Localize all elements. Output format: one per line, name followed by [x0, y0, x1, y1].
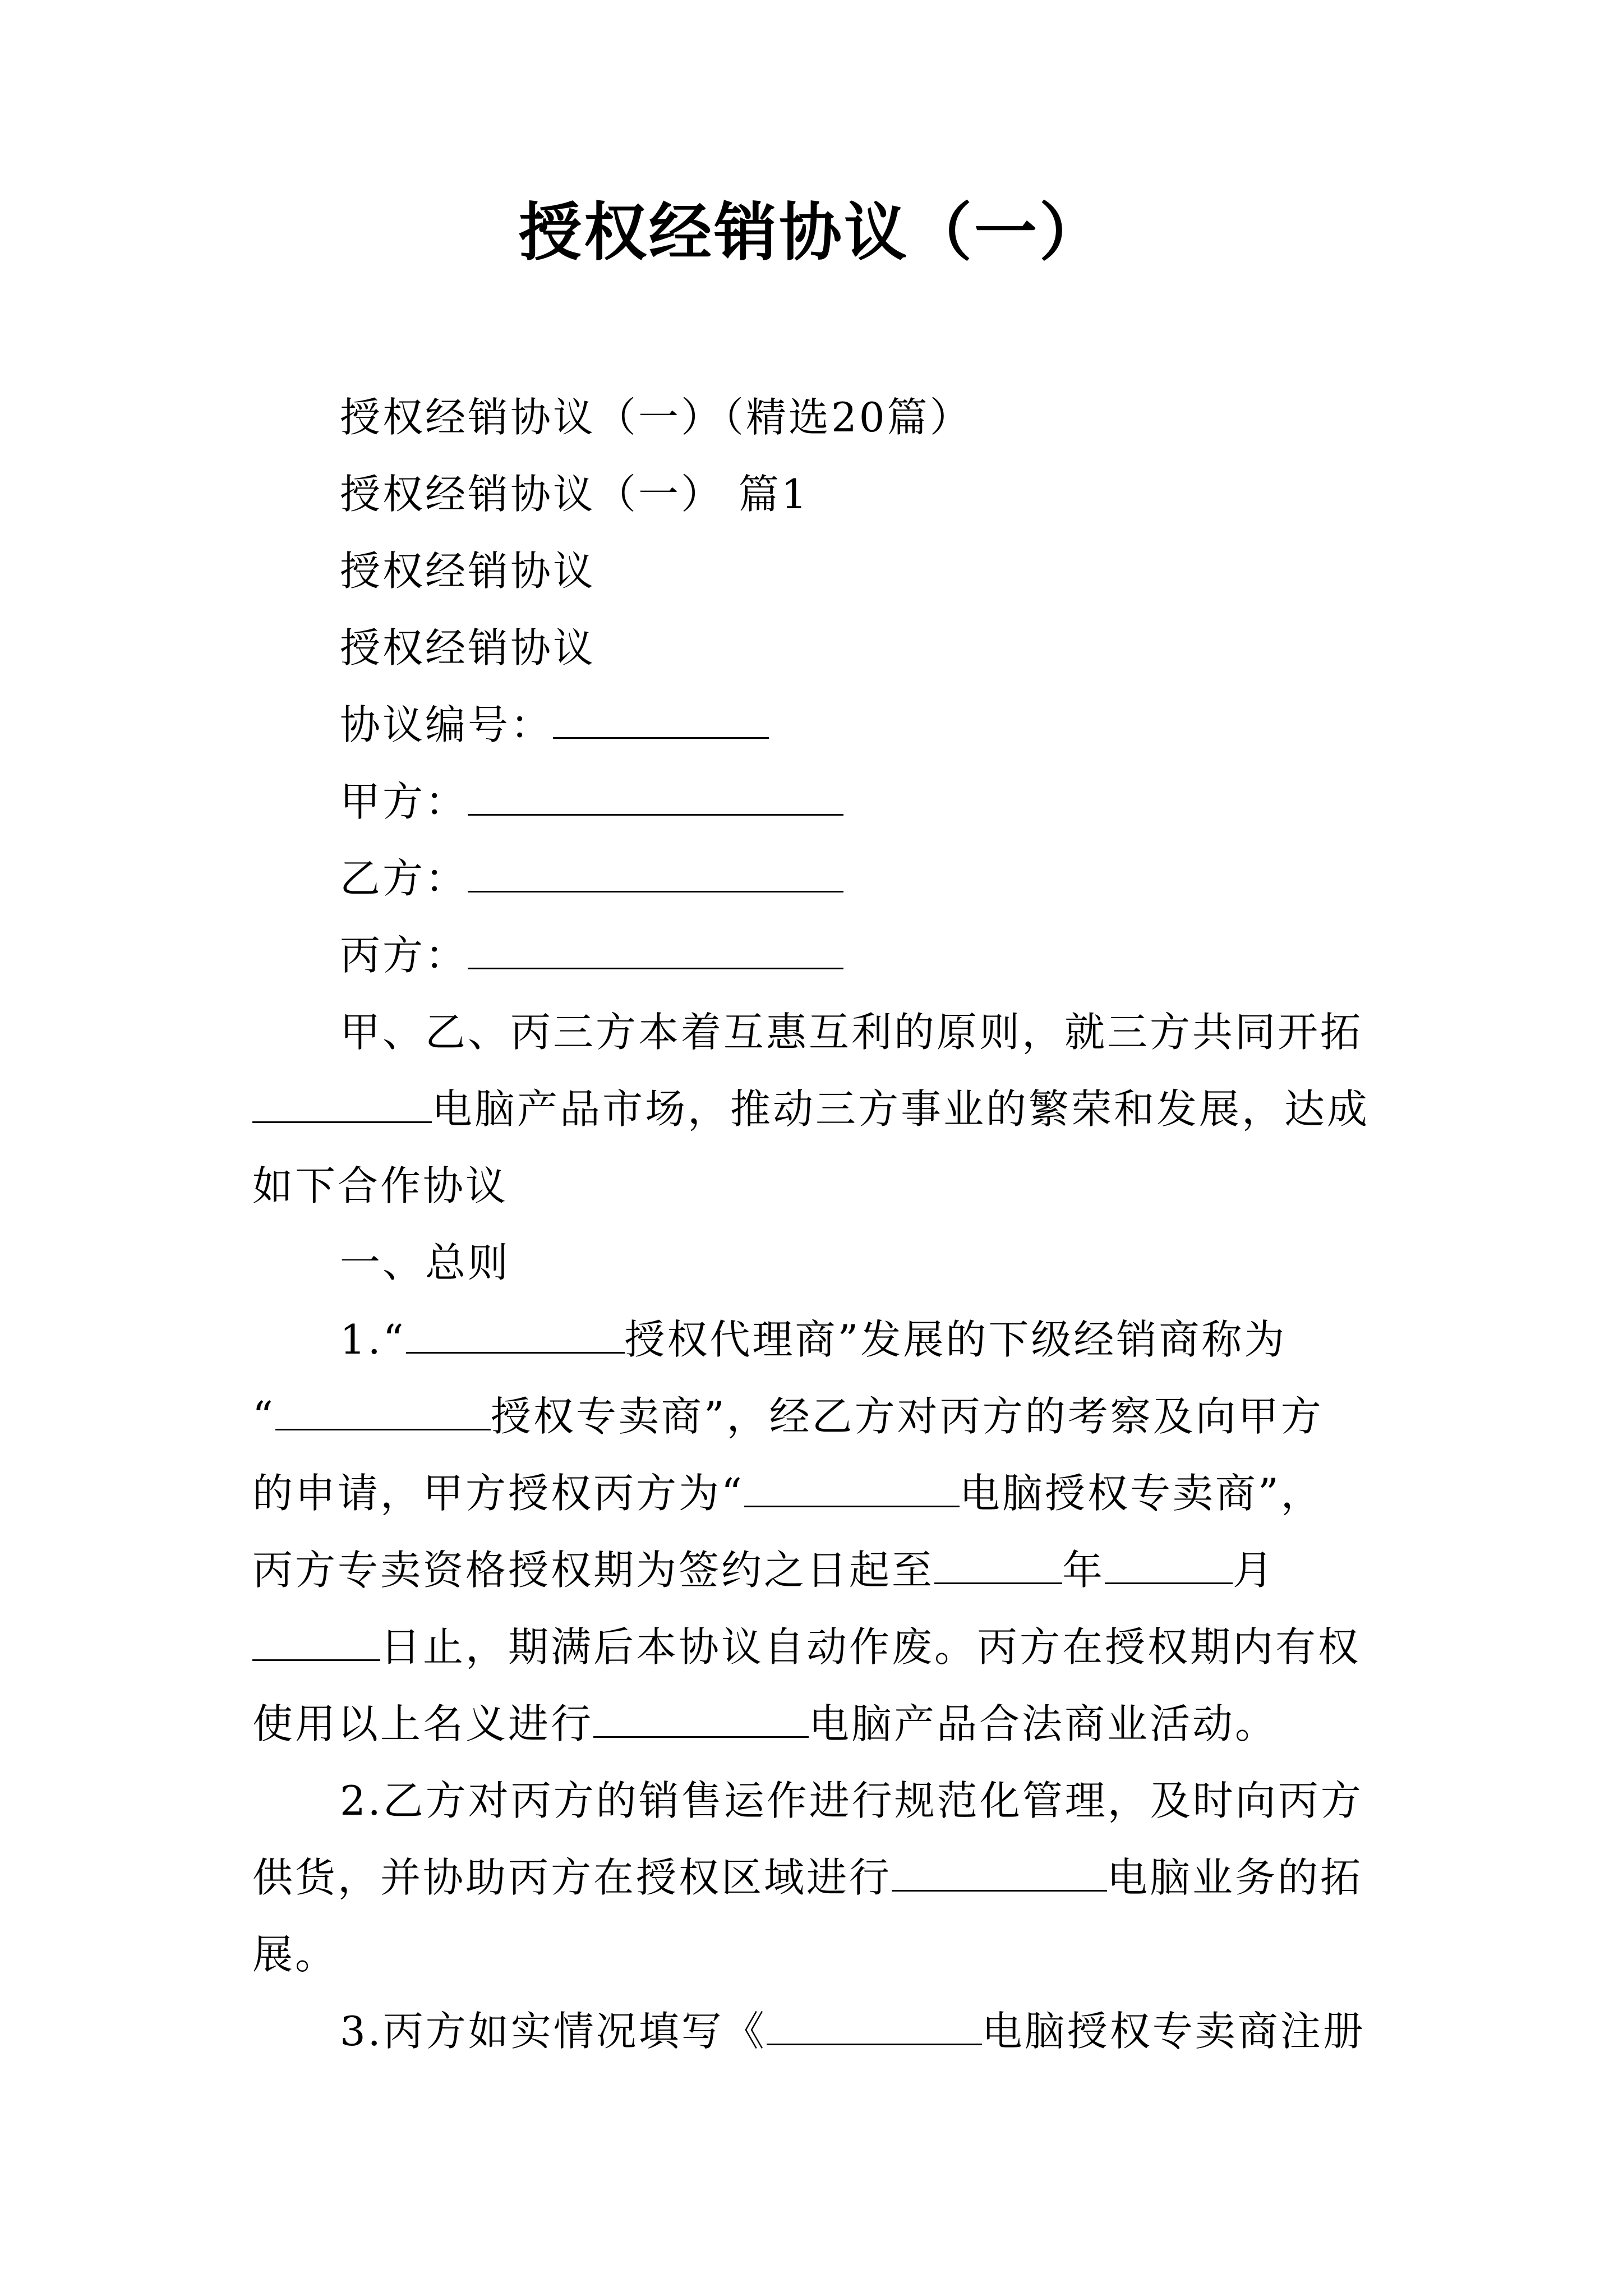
heading-line: 授权经销协议 [340, 624, 596, 671]
field-label: 协议编号： [340, 701, 554, 748]
fill-blank [468, 770, 843, 816]
fill-blank [1105, 1539, 1233, 1584]
document-title: 授权经销协议（一） [519, 196, 1104, 269]
clause-text: 电脑授权专卖商注册 [981, 2008, 1366, 2055]
party-c-field [252, 917, 1381, 994]
clause-text: 授权专卖商”，经乙方对丙方的考察及向甲方 [490, 1393, 1324, 1440]
fill-blank [275, 1385, 491, 1430]
subtitle-line: 授权经销协议（一）（精选20篇） [340, 394, 972, 441]
clause-text: 日止，期满后本协议自动作废。丙方在授权期内有权 [380, 1623, 1361, 1671]
clause-text: “ [252, 1393, 275, 1440]
clause-line [252, 1455, 1381, 1532]
fill-blank [252, 1078, 432, 1123]
clause-text: 丙方专卖资格授权期为签约之日起至 [252, 1547, 935, 1594]
clause-text: 1.“ [340, 1316, 406, 1363]
clause-text: 电脑产品合法商业活动。 [809, 1700, 1278, 1747]
clause-text: 使用以上名义进行 [252, 1700, 594, 1747]
clause-line [252, 1839, 1381, 1916]
chapter-line: 授权经销协议（一） 篇1 [340, 471, 809, 518]
fill-blank [934, 1539, 1062, 1584]
document-body [252, 379, 1381, 2070]
clause-line [252, 1609, 1381, 1686]
clause-line: 2.乙方对丙方的销售运作进行规范化管理，及时向丙方 [340, 1777, 1363, 1824]
fill-blank [767, 2000, 982, 2045]
clause-text: 供货，并协助丙方在授权区域进行 [252, 1854, 892, 1901]
clause-line [252, 1378, 1381, 1455]
intro-line: 如下合作协议 [252, 1162, 509, 1209]
fill-blank [406, 1308, 625, 1354]
fill-blank [593, 1692, 809, 1738]
fill-blank [468, 924, 843, 969]
clause-line: 展。 [252, 1931, 338, 1978]
intro-line: 甲、乙、丙三方本着互惠互利的原则，就三方共同开拓 [340, 1009, 1363, 1056]
section-heading: 一、总则 [340, 1239, 511, 1286]
fill-blank [892, 1846, 1107, 1892]
heading-line: 授权经销协议 [340, 547, 596, 595]
clause-line [252, 1301, 1381, 1378]
clause-text: 3.丙方如实情况填写《 [340, 2008, 767, 2055]
clause-text: 月 [1233, 1547, 1276, 1594]
field-label: 乙方： [340, 855, 468, 902]
intro-text: 电脑产品市场，推动三方事业的繁荣和发展，达成 [432, 1085, 1370, 1133]
clause-line [252, 1686, 1381, 1763]
clause-text: 电脑业务的拓 [1107, 1854, 1363, 1901]
fill-blank [468, 847, 843, 892]
clause-text: 的申请，甲方授权丙方为“ [252, 1470, 744, 1517]
clause-text: 年 [1062, 1547, 1105, 1594]
fill-blank [252, 1616, 380, 1661]
field-label: 丙方： [340, 932, 468, 979]
agreement-number-field [252, 687, 1381, 763]
party-b-field [252, 840, 1381, 917]
fill-blank [553, 693, 769, 739]
clause-line [252, 1532, 1381, 1609]
field-label: 甲方： [340, 778, 468, 825]
clause-line [252, 1993, 1381, 2070]
fill-blank [744, 1462, 960, 1507]
clause-text: 电脑授权专卖商”， [959, 1470, 1324, 1517]
party-a-field [252, 763, 1381, 840]
intro-line [252, 1071, 1381, 1148]
clause-text: 授权代理商”发展的下级经销商称为 [624, 1316, 1287, 1363]
